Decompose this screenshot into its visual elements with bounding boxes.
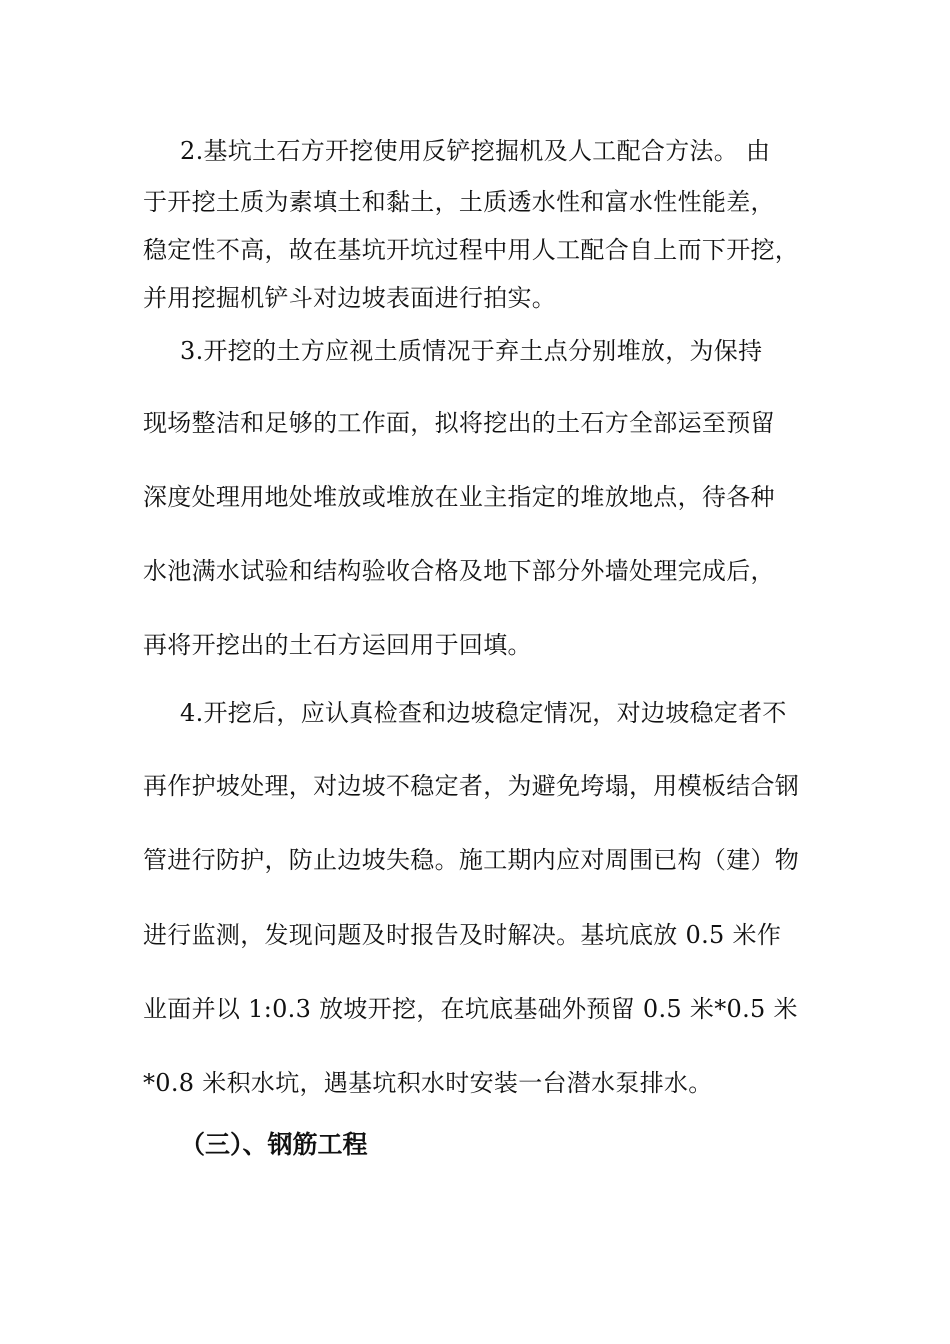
paragraph-line: 进行监测，发现问题及时报告及时解决。基坑底放 0.5 米作 [143,921,782,949]
section-heading: （三）、钢筋工程 [180,1130,368,1159]
paragraph-line: 并用挖掘机铲斗对边坡表面进行拍实。 [143,284,557,312]
paragraph-line: 再将开挖出的土石方运回用于回填。 [143,631,532,659]
paragraph-line: 深度处理用地处堆放或堆放在业主指定的堆放地点，待各种 [143,483,775,511]
paragraph-line: 业面并以 1:0.3 放坡开挖，在坑底基础外预留 0.5 米*0.5 米 [143,995,798,1023]
paragraph-line: 现场整洁和足够的工作面，拟将挖出的土石方全部运至预留 [143,409,775,437]
paragraph-line: 于开挖土质为素填土和黏土，土质透水性和富水性性能差， [143,188,775,216]
paragraph-line: *0.8 米积水坑，遇基坑积水时安装一台潜水泵排水。 [143,1069,713,1097]
paragraph-line: 稳定性不高，故在基坑开坑过程中用人工配合自上而下开挖， [143,236,800,264]
paragraph-line: 水池满水试验和结构验收合格及地下部分外墙处理完成后， [143,557,775,585]
paragraph-line: 4.开挖后，应认真检查和边坡稳定情况，对边坡稳定者不 [180,699,787,727]
paragraph-line: 3.开挖的土方应视土质情况于弃土点分别堆放，为保持 [180,337,763,365]
paragraph-line: 再作护坡处理，对边坡不稳定者，为避免垮塌，用模板结合钢 [143,772,800,800]
paragraph-line: 2.基坑土石方开挖使用反铲挖掘机及人工配合方法。 由 [180,137,771,165]
paragraph-line: 管进行防护，防止边坡失稳。施工期内应对周围已构（建）物 [143,846,800,874]
